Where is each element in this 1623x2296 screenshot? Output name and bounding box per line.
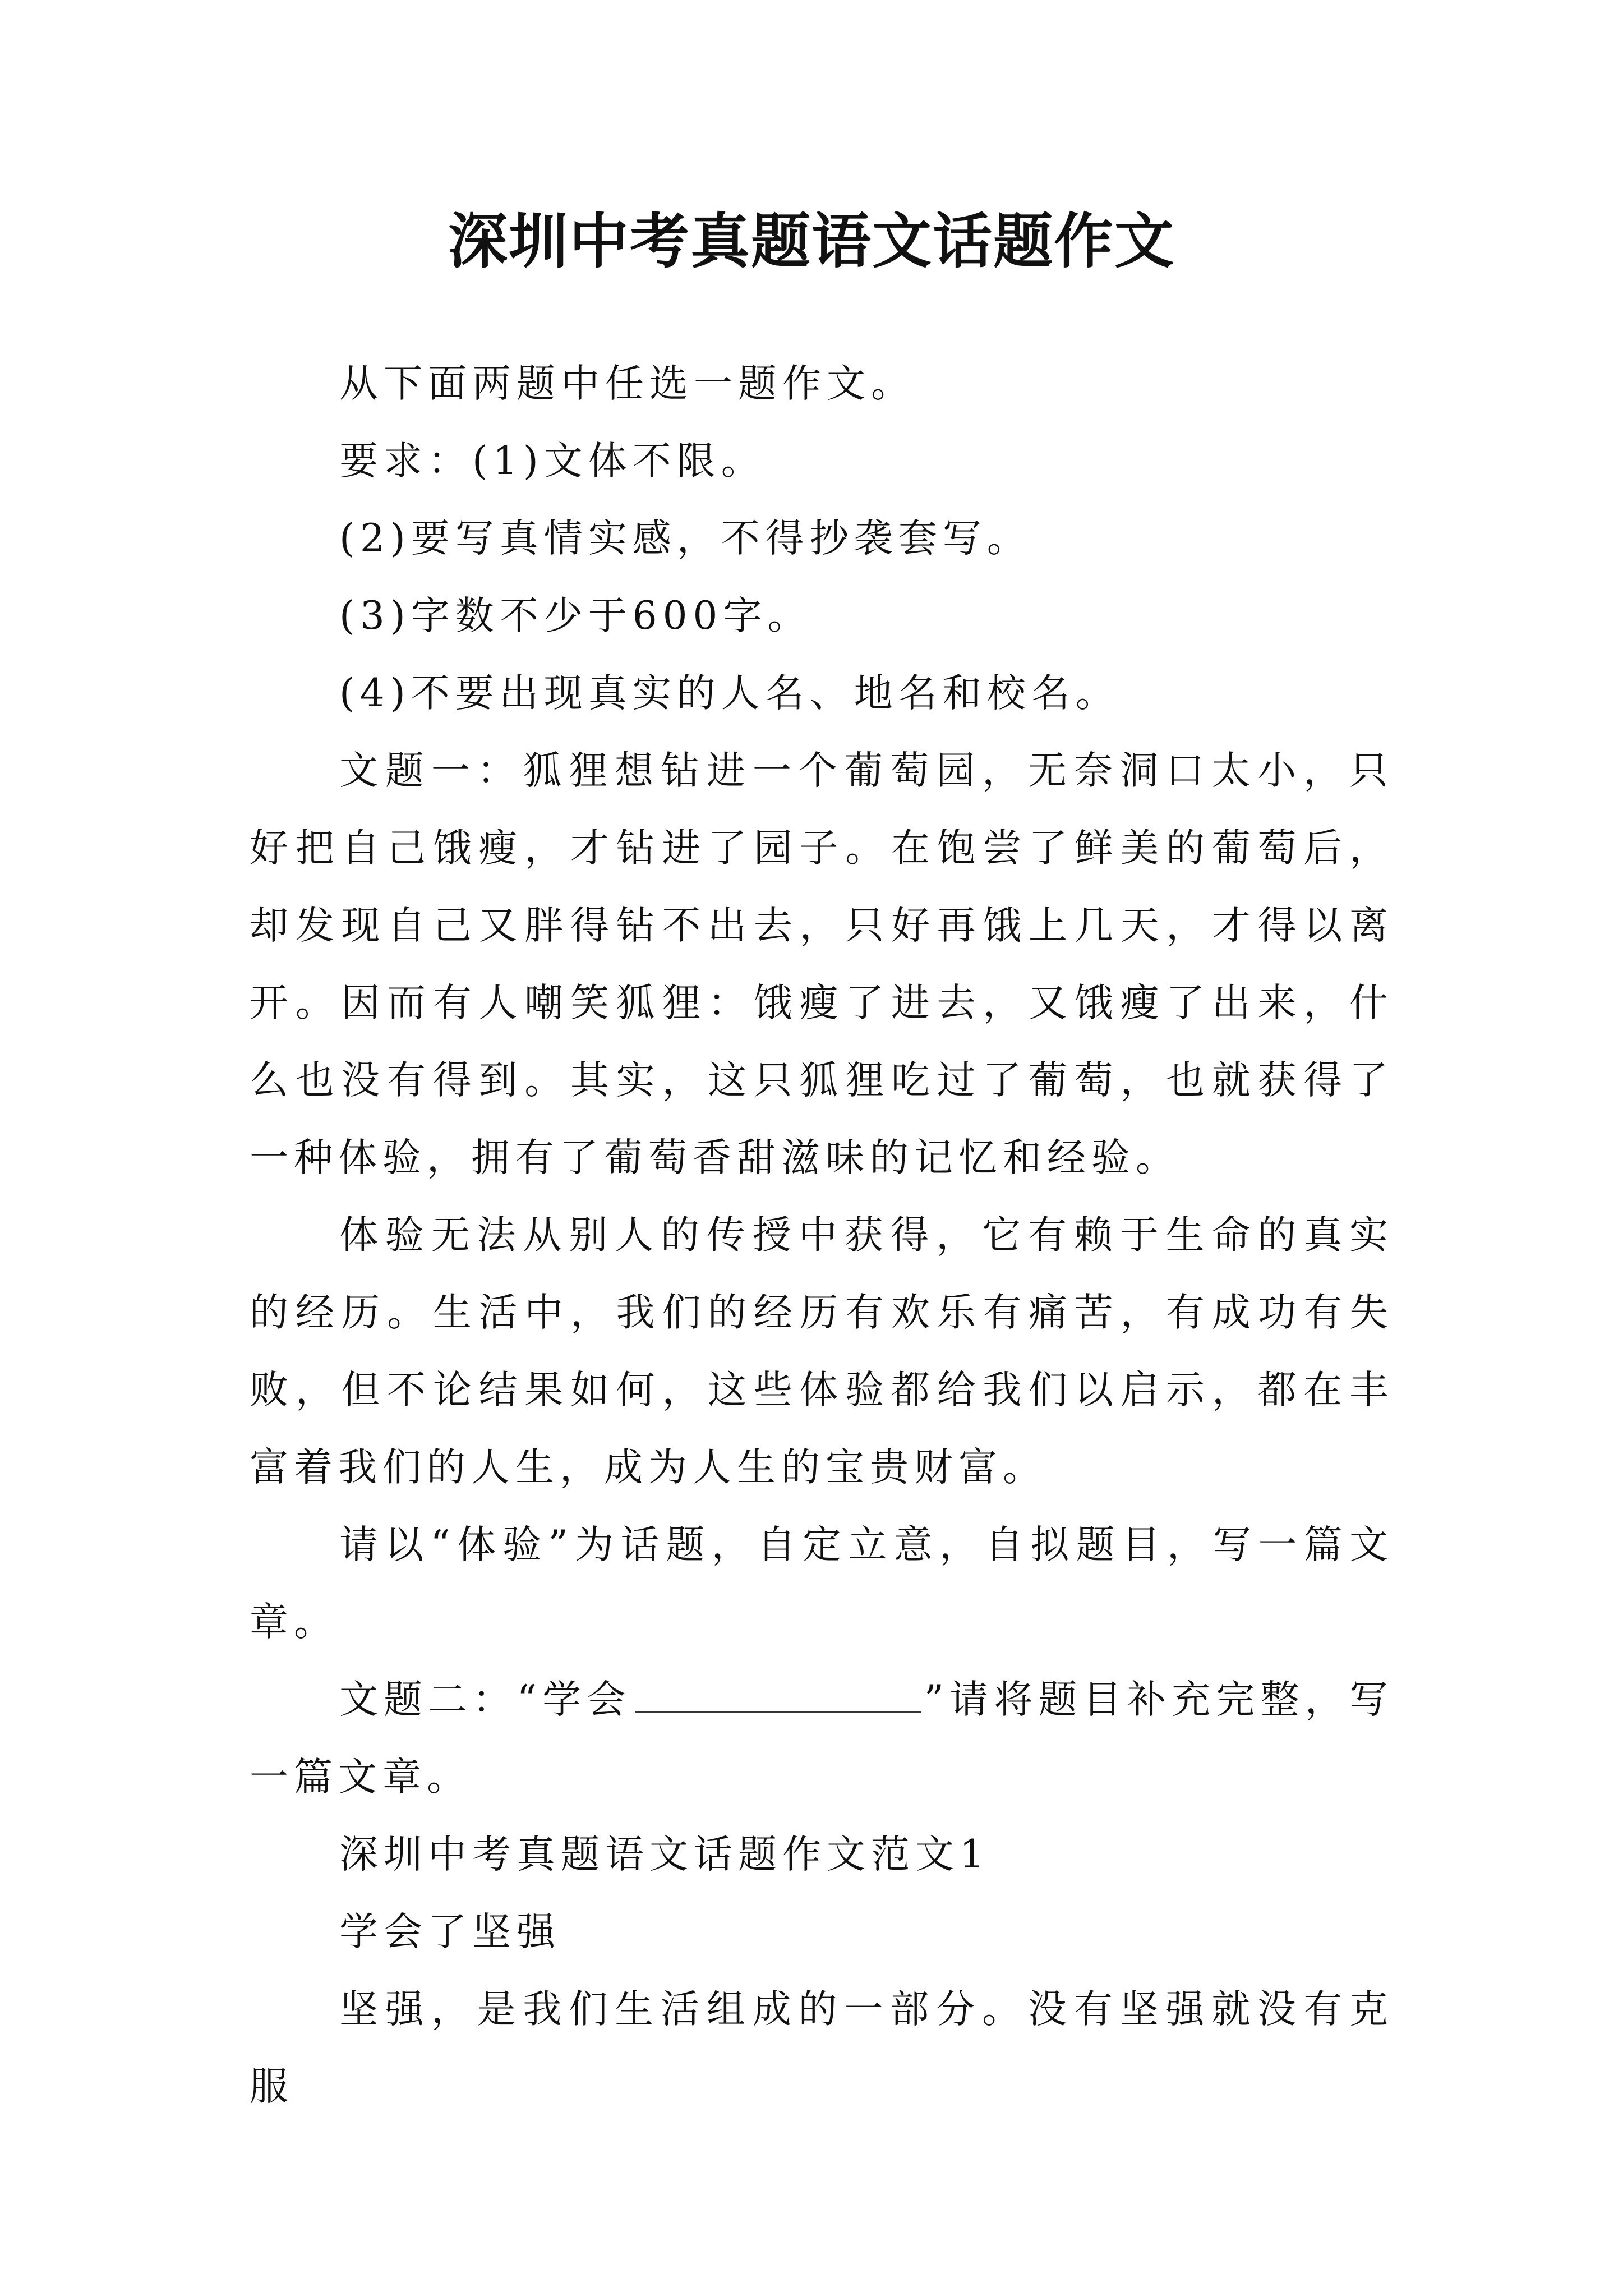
topic-two-paragraph	[250, 1661, 1394, 1816]
requirement-4: (4)不要出现真实的人名、地名和校名。	[339, 671, 1120, 716]
fill-in-blank	[635, 1669, 921, 1713]
topic-one-paragraph-2: 体验无法从别人的传授中获得，它有赖于生命的真实的经历。生活中，我们的经历有欢乐有痛苦，有成功有失败，但不论结果如何，这些体验都给我们以启示，都在丰富着我们的人生，成为人生的宝贵财富。	[250, 1213, 1394, 1490]
topic-two-before-blank: 文题二：“学会	[339, 1677, 631, 1722]
sample-heading: 深圳中考真题语文话题作文范文1	[339, 1832, 990, 1877]
requirement-1: 要求：(1)文体不限。	[339, 439, 766, 484]
sample-first-line: 坚强，是我们生活组成的一部分。没有坚强就没有克服	[250, 1987, 1394, 2109]
sample-essay-title: 学会了坚强	[339, 1910, 561, 1954]
topic-one-paragraph-1: 文题一：狐狸想钻进一个葡萄园，无奈洞口太小，只好把自己饿瘦，才钻进了园子。在饱尝了鲜美的葡萄后，却发现自己又胖得钻不出去，只好再饿上几天，才得以离开。因而有人嘲笑狐狸：饿瘦了进去，又饿瘦了出来，什么也没有得到。其实，这只狐狸吃过了葡萄，也就获得了一种体验，拥有了葡萄香甜滋味的记忆和经验。	[250, 748, 1394, 1180]
topic-one-paragraph-3: 请以“体验”为话题，自定立意，自拟题目，写一篇文章。	[250, 1522, 1394, 1645]
document-title: 深圳中考真题语文话题作文	[448, 206, 1175, 276]
requirement-2: (2)要写真情实感，不得抄袭套写。	[339, 516, 1031, 561]
instruction-intro: 从下面两题中任选一题作文。	[339, 361, 915, 406]
topic-two-after-blank: ”请将题目补充完整，写一篇文章。	[250, 1677, 1394, 1800]
requirement-3: (3)字数不少于600字。	[339, 593, 812, 638]
document-body	[250, 345, 1394, 2125]
